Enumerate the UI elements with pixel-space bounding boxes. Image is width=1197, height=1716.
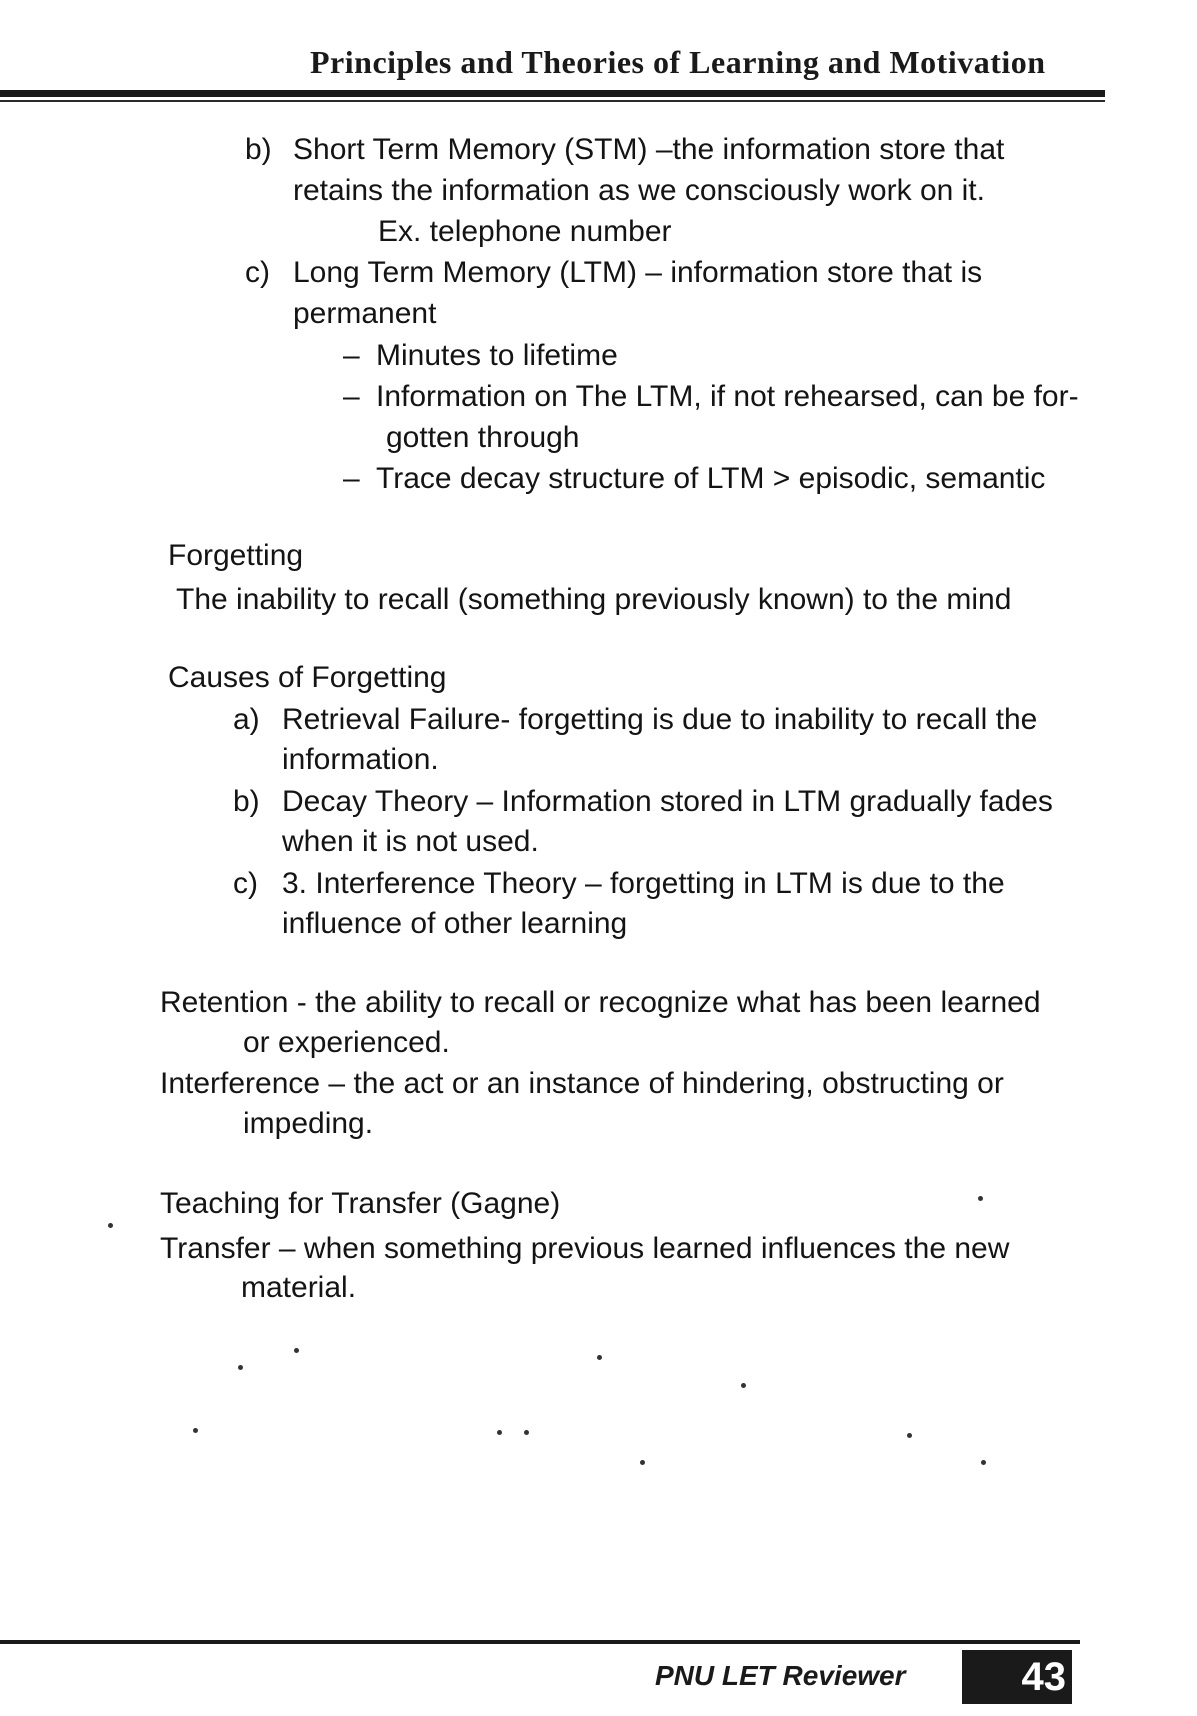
cause-c-line-2: influence of other learning — [282, 907, 628, 940]
list-marker: a) — [233, 703, 260, 736]
ltm-line-1: Long Term Memory (LTM) – information store that is — [293, 256, 983, 289]
page-number-badge: 43 — [962, 1650, 1072, 1704]
ltm-line-2: permanent — [293, 297, 437, 330]
scan-speck — [524, 1430, 529, 1435]
cause-a-line-1: Retrieval Failure- forgetting is due to inability to recall the — [282, 703, 1038, 736]
stm-line-2: retains the information as we consciously work on it. — [293, 174, 985, 207]
transfer-line-2: material. — [241, 1271, 357, 1304]
scan-speck — [238, 1365, 243, 1370]
scan-speck — [981, 1460, 986, 1465]
bullet-dash: – — [343, 380, 360, 413]
forgetting-definition: The inability to recall (something previously known) to the mind — [176, 583, 1012, 616]
scan-speck — [497, 1430, 502, 1435]
cause-b-line-2: when it is not used. — [282, 825, 539, 858]
stm-example: Ex. telephone number — [378, 215, 672, 248]
list-marker: c) — [245, 256, 270, 289]
ltm-bullet-2-line-2: gotten through — [386, 421, 580, 454]
cause-b-line-1: Decay Theory – Information stored in LTM gradually fades — [282, 785, 1053, 818]
ltm-bullet-3: Trace decay structure of LTM > episodic, semantic — [376, 462, 1046, 495]
ltm-bullet-1: Minutes to lifetime — [376, 339, 618, 372]
list-marker: b) — [245, 133, 272, 166]
cause-a-line-2: information. — [282, 743, 439, 776]
stm-line-1: Short Term Memory (STM) –the information store that — [293, 133, 1005, 166]
scan-speck — [741, 1383, 746, 1388]
retention-line-1: Retention - the ability to recall or recognize what has been learned — [160, 986, 1041, 1019]
transfer-heading: Teaching for Transfer (Gagne) — [160, 1187, 561, 1220]
footer-label: PNU LET Reviewer — [655, 1660, 906, 1691]
transfer-line-1: Transfer – when something previous learned influences the new — [160, 1232, 1010, 1265]
footer-rule — [0, 1640, 1080, 1644]
list-marker: b) — [233, 785, 260, 818]
scan-speck — [907, 1433, 912, 1438]
forgetting-heading: Forgetting — [168, 539, 304, 572]
interference-line-2: impeding. — [243, 1107, 374, 1140]
retention-line-2: or experienced. — [243, 1026, 450, 1059]
scan-speck — [294, 1348, 299, 1353]
scan-speck — [108, 1223, 113, 1228]
header-rule — [0, 90, 1105, 97]
bullet-dash: – — [343, 339, 360, 372]
bullet-dash: – — [343, 462, 360, 495]
ltm-bullet-2-line-1: Information on The LTM, if not rehearsed, can be for- — [376, 380, 1079, 413]
scan-speck — [978, 1196, 983, 1201]
causes-heading: Causes of Forgetting — [168, 661, 447, 694]
page-header-title: Principles and Theories of Learning and Motivation — [310, 44, 1046, 80]
scan-speck — [640, 1460, 645, 1465]
interference-line-1: Interference – the act or an instance of hindering, obstructing or — [160, 1067, 1004, 1100]
header-rule-thin — [0, 100, 1105, 102]
scan-speck — [597, 1355, 602, 1360]
cause-c-line-1: 3. Interference Theory – forgetting in LTM is due to the — [282, 867, 1005, 900]
list-marker: c) — [233, 867, 258, 900]
scan-speck — [193, 1428, 198, 1433]
